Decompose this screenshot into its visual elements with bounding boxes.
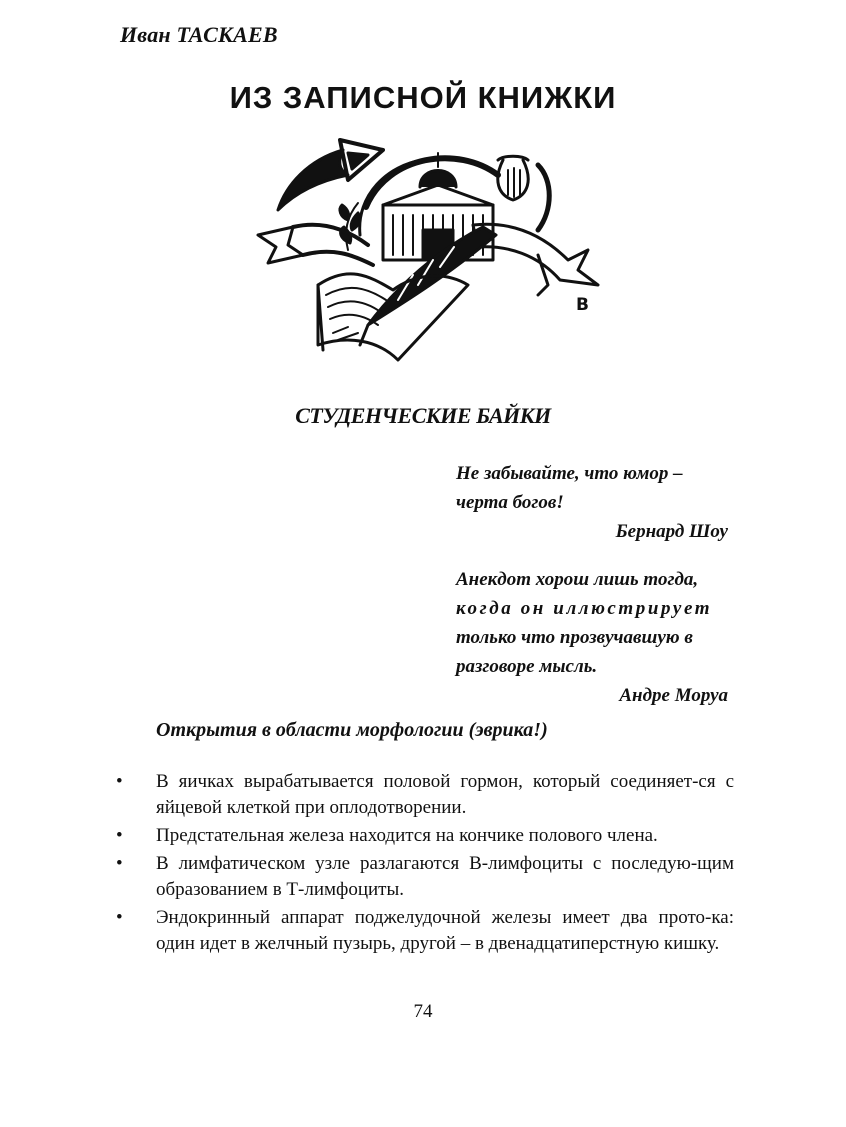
bullet-icon: • [116, 907, 123, 928]
bullet-icon: • [116, 771, 123, 792]
epigraph-shaw [456, 459, 728, 546]
list-item-text: В лимфатическом узле разлагаются В-лимфоциты с последую-щим образованием в Т-лимфоциты. [156, 853, 734, 900]
list-item [114, 823, 734, 849]
epigraph-line: черта богов! [456, 492, 564, 513]
epigraph-line: Не забывайте, что юмор – [456, 463, 683, 484]
epigraph-maurois [456, 565, 728, 710]
epigraph-author: Бернард Шоу [615, 521, 728, 542]
page-number: 74 [413, 1001, 433, 1022]
list-item [114, 769, 734, 821]
section-title: СТУДЕНЧЕСКИЕ БАЙКИ [295, 403, 551, 428]
epigraph-line: разговоре мысль. [456, 656, 598, 677]
list-item-text: В яичках вырабатывается половой гормон, который соединяет-ся с яйцевой клеткой при оплодотворении. [156, 771, 734, 818]
list-item [114, 851, 734, 903]
list-item [114, 905, 734, 957]
epigraph-line: когда он иллюстрирует [456, 598, 713, 619]
monogram-label: В [576, 295, 589, 315]
bullet-list [114, 769, 734, 959]
bullet-icon: • [116, 825, 123, 846]
subheading: Открытия в области морфологии (эврика!) [156, 719, 548, 741]
epigraph-line: только что прозвучавшую в [456, 627, 693, 648]
page-title: ИЗ ЗАПИСНОЙ КНИЖКИ [229, 80, 617, 115]
list-item-text: Предстательная железа находится на кончике полового члена. [156, 825, 658, 846]
university-emblem-icon [248, 135, 604, 365]
author-name: Иван ТАСКАЕВ [120, 22, 278, 47]
epigraph-line: Анекдот хорош лишь тогда, [456, 569, 699, 590]
bullet-icon: • [116, 853, 123, 874]
list-item-text: Эндокринный аппарат поджелудочной железы имеет два прото-ка: один идет в желчный пузырь, другой – в двенадцатиперстную кишку. [156, 907, 734, 954]
epigraph-author: Андре Моруа [619, 685, 728, 706]
